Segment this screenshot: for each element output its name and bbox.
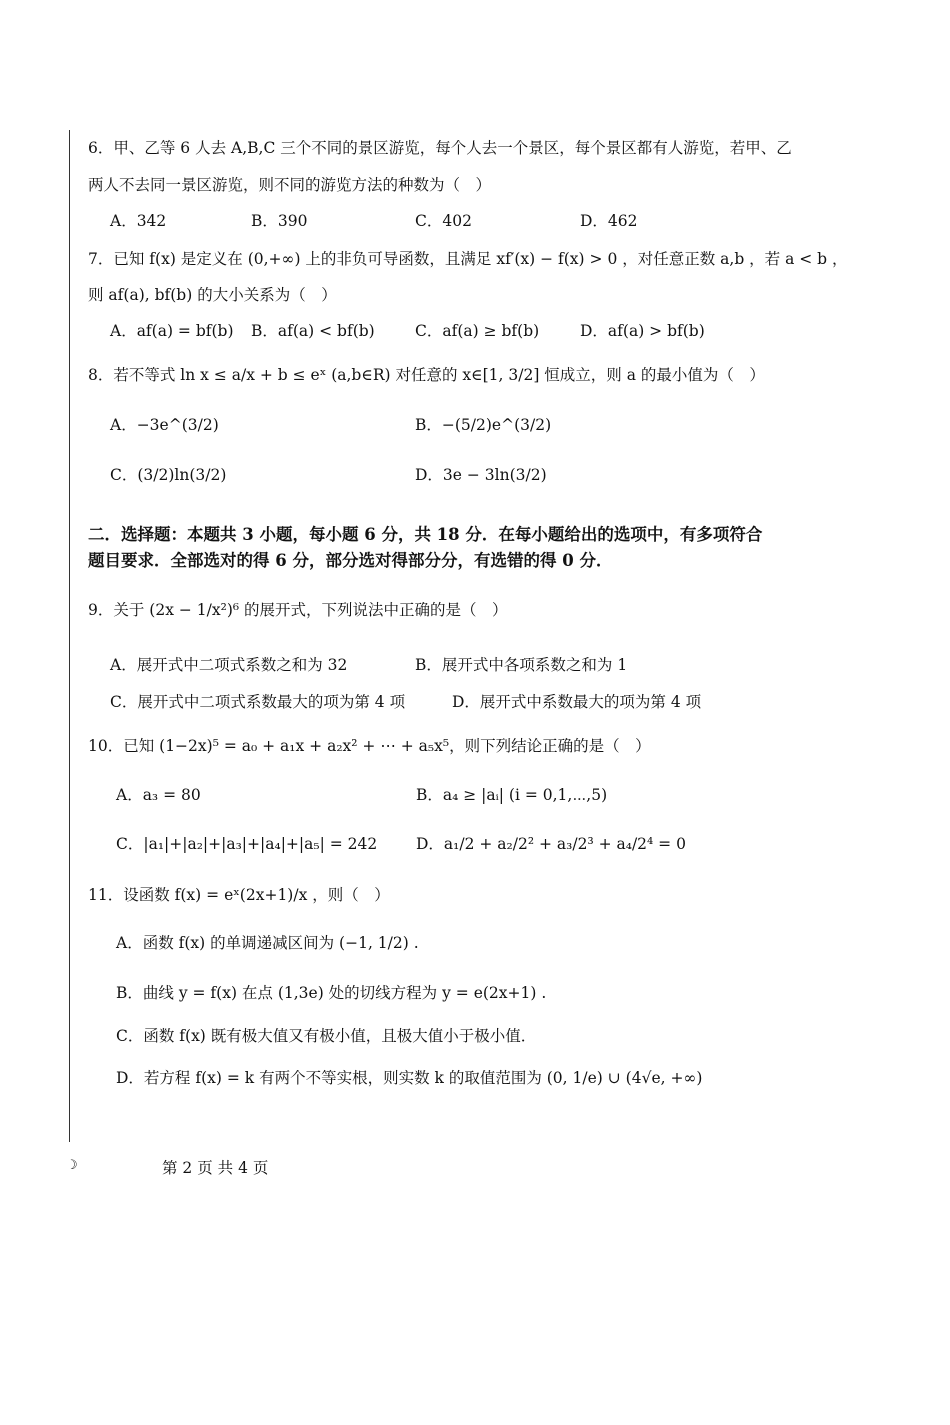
q10-option-a: A．a₃ = 80 — [116, 786, 201, 804]
q11-option-a: A．函数 f(x) 的单调递减区间为 (−1, 1/2) . — [116, 934, 419, 952]
q9-option-d: D．展开式中系数最大的项为第 4 项 — [452, 693, 702, 711]
q6-option-b: B．390 — [251, 212, 308, 230]
q6-option-a: A．342 — [110, 212, 167, 230]
q9-option-b: B．展开式中各项系数之和为 1 — [415, 656, 628, 674]
q11-option-c: C．函数 f(x) 既有极大值又有极小值，且极大值小于极小值． — [116, 1027, 537, 1045]
q10-option-c: C．|a₁|+|a₂|+|a₃|+|a₄|+|a₅| = 242 — [116, 835, 378, 853]
q9-option-a: A．展开式中二项式系数之和为 32 — [110, 656, 348, 674]
q8-option-a: A．−3e^(3/2) — [110, 416, 219, 434]
q7-option-a: A．af(a) = bf(b) — [110, 322, 234, 340]
q6-option-c: C．402 — [415, 212, 472, 230]
q11-option-b: B．曲线 y = f(x) 在点 (1,3e) 处的切线方程为 y = e(2x+1) . — [116, 984, 547, 1002]
margin-line — [69, 130, 70, 1142]
binding-mark: ☽ — [66, 1158, 78, 1173]
q11-stem: 11．设函数 f(x) = eˣ(2x+1)/x ，则（ ） — [88, 886, 390, 904]
q6-option-d: D．462 — [580, 212, 638, 230]
page-number: 第 2 页 共 4 页 — [162, 1159, 269, 1177]
q8-option-c: C．(3/2)ln(3/2) — [110, 466, 227, 484]
q7-option-d: D．af(a) > bf(b) — [580, 322, 705, 340]
q9-stem: 9．关于 (2x − 1/x²)⁶ 的展开式，下列说法中正确的是（ ） — [88, 601, 508, 619]
section2-line1: 二．选择题：本题共 3 小题，每小题 6 分，共 18 分．在每小题给出的选项中，有多项符合 — [88, 525, 763, 544]
q9-option-c: C．展开式中二项式系数最大的项为第 4 项 — [110, 693, 406, 711]
section2-line2: 题目要求．全部选对的得 6 分，部分选对得部分分，有选错的得 0 分． — [88, 551, 613, 570]
q8-option-d: D．3e − 3ln(3/2) — [415, 466, 547, 484]
q10-stem: 10．已知 (1−2x)⁵ = a₀ + a₁x + a₂x² + ⋯ + a₅x⁵，则下列结论正确的是（ ） — [88, 737, 651, 755]
q8-stem: 8．若不等式 ln x ≤ a/x + b ≤ eˣ (a,b∈R) 对任意的 x∈[1, 3/2] 恒成立，则 a 的最小值为（ ） — [88, 366, 765, 384]
q10-option-d: D．a₁/2 + a₂/2² + a₃/2³ + a₄/2⁴ = 0 — [416, 835, 686, 853]
q6-line2: 两人不去同一景区游览，则不同的游览方法的种数为（ ） — [88, 176, 492, 194]
q11-option-d: D．若方程 f(x) = k 有两个不等实根，则实数 k 的取值范围为 (0, 1/e) ∪ (4√e, +∞) — [116, 1069, 703, 1087]
q7-line2: 则 af(a), bf(b) 的大小关系为（ ） — [88, 286, 337, 304]
q7-option-c: C．af(a) ≥ bf(b) — [415, 322, 540, 340]
q10-option-b: B．a₄ ≥ |aᵢ| (i = 0,1,⋯,5) — [416, 786, 608, 804]
q7-line1: 7．已知 f(x) 是定义在 (0,+∞) 上的非负可导函数，且满足 xf′(x) − f(x) > 0 ，对任意正数 a,b ，若 a < b ， — [88, 250, 848, 268]
q6-line1: 6．甲、乙等 6 人去 A,B,C 三个不同的景区游览，每个人去一个景区，每个景区都有人游览，若甲、乙 — [88, 139, 792, 157]
q7-option-b: B．af(a) < bf(b) — [251, 322, 375, 340]
q8-option-b: B．−(5/2)e^(3/2) — [415, 416, 552, 434]
